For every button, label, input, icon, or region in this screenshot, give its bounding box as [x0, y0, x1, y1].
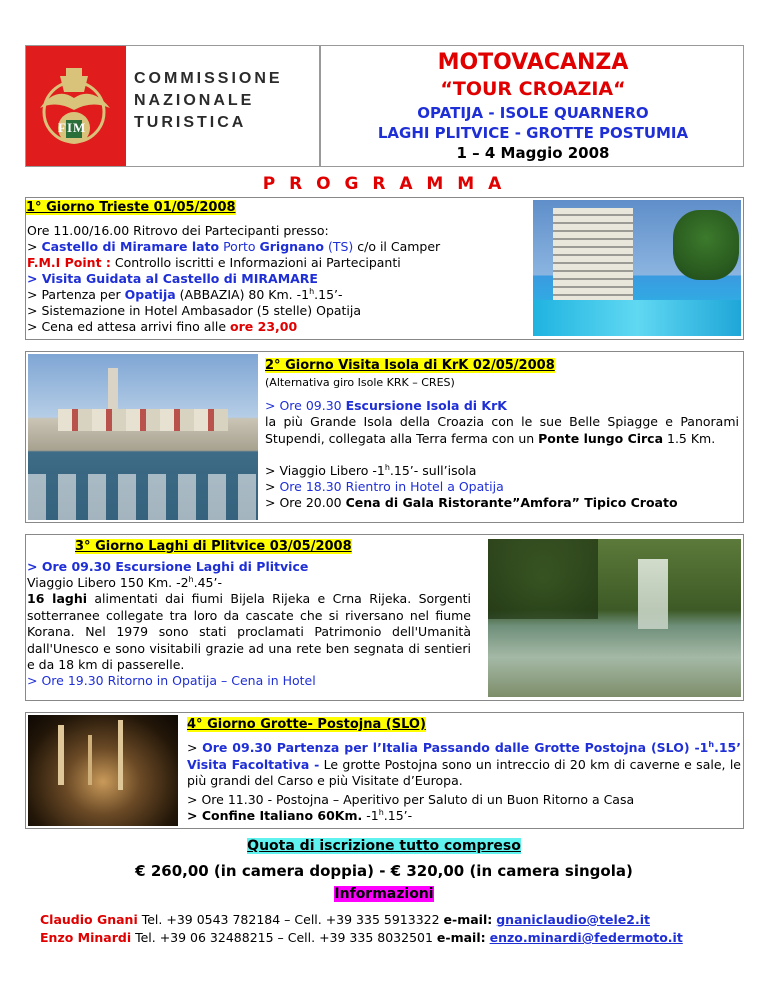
event-dates: 1 – 4 Maggio 2008 — [456, 144, 610, 162]
day1-line-7: > Cena ed attesa arrivi fino alle ore 23,00 — [27, 319, 298, 334]
day4-description: > Ore 09.30 Partenza per l’Italia Passando dalle Grotte Postojna (SLO) -1$^h$.15’ Visita Facoltativa - Le grotte Postojna sono un intreccio di 20 km di caverne e sale, le più grandi del Carso e più Visitate d’Europa. — [187, 739, 741, 788]
contact-name: Claudio Gnani — [40, 912, 138, 927]
header-logo-box — [25, 45, 320, 167]
contact-row-2: Enzo Minardi Tel. +39 06 32488215 – Cell. +39 335 8032501 e-mail: enzo.minardi@federmoto.it — [40, 930, 683, 945]
quota-heading: Quota di iscrizione tutto compreso — [247, 838, 521, 854]
info-heading: Informazioni — [334, 886, 434, 902]
day3-line-3: > Ore 19.30 Ritorno in Opatija – Cena in Hotel — [27, 673, 316, 688]
day1-section — [25, 197, 744, 340]
day2-alternative: (Alternativa giro Isole KRK – CRES) — [265, 376, 455, 389]
day3-line-1: > Ore 09.30 Escursione Laghi di Plitvice — [27, 559, 309, 574]
logo-line-1: COMMISSIONE — [134, 70, 283, 87]
day4-heading: 4° Giorno Grotte- Postojna (SLO) — [187, 717, 426, 732]
day1-line-6: > Sistemazione in Hotel Ambasador (5 stelle) Opatija — [27, 303, 362, 318]
krk-photo — [28, 354, 258, 520]
day1-line-4: > Visita Guidata al Castello di MIRAMARE — [27, 271, 318, 286]
day1-heading: 1° Giorno Trieste 01/05/2008 — [26, 200, 236, 215]
day2-description: la più Grande Isola della Croazia con le sue Belle Spiagge e Panorami Stupendi, collegata alla Terra ferma con un Ponte lungo Circa 1.5 Km. — [265, 414, 739, 446]
contact-name: Enzo Minardi — [40, 930, 132, 945]
programma-heading: P R O G R A M M A — [262, 174, 506, 194]
day1-line-5: > Partenza per Opatija (ABBAZIA) 80 Km. -1$^h$.15’- — [27, 286, 343, 302]
day4-section — [25, 712, 744, 829]
day1-line-3: F.M.I Point : Controllo iscritti e Informazioni ai Partecipanti — [27, 255, 401, 270]
hotel-photo — [533, 200, 741, 336]
fim-emblem-icon — [26, 46, 126, 166]
day2-line-2: > Viaggio Libero -1$^h$.15’- sull’isola — [265, 462, 477, 478]
day4-line-3: > Confine Italiano 60Km. -1$^h$.15’- — [187, 807, 413, 823]
contact-row-1: Claudio Gnani Tel. +39 0543 782184 – Cell. +39 335 5913322 e-mail: gnaniclaudio@tele2.it — [40, 912, 650, 927]
logo-line-3: TURISTICA — [134, 114, 247, 131]
day1-line-1: Ore 11.00/16.00 Ritrovo dei Partecipanti presso: — [27, 223, 329, 238]
day2-line-4: > Ore 20.00 Cena di Gala Ristorante”Amfora” Tipico Croato — [265, 495, 678, 510]
day1-line-2: > Castello di Miramare lato Porto Grignano (TS) c/o il Camper — [27, 239, 441, 254]
email-link-gnani[interactable]: gnaniclaudio@tele2.it — [496, 912, 650, 927]
header-title-box — [320, 45, 744, 167]
fim-logo — [26, 46, 126, 166]
day3-heading: 3° Giorno Laghi di Plitvice 03/05/2008 — [75, 539, 352, 554]
postojna-photo — [28, 715, 178, 826]
email-link-minardi[interactable]: enzo.minardi@federmoto.it — [489, 930, 683, 945]
day2-line-1: > Ore 09.30 Escursione Isola di KrK — [265, 398, 507, 413]
route-line-2: LAGHI PLITVICE - GROTTE POSTUMIA — [377, 124, 689, 142]
fim-emblem-text: FIM — [58, 120, 87, 135]
quota-price: € 260,00 (in camera doppia) - € 320,00 (in camera singola) — [135, 862, 633, 880]
logo-line-2: NAZIONALE — [134, 92, 255, 109]
page-title: MOTOVACANZA — [437, 50, 629, 75]
day4-line-2: > Ore 11.30 - Postojna – Aperitivo per Saluto di un Buon Ritorno a Casa — [187, 792, 635, 807]
day2-heading: 2° Giorno Visita Isola di KrK 02/05/2008 — [265, 358, 555, 373]
day2-line-3: > Ore 18.30 Rientro in Hotel a Opatija — [265, 479, 504, 494]
day3-section — [25, 534, 744, 701]
day2-section — [25, 351, 744, 523]
day3-description: 16 laghi alimentati dai fiumi Bijela Rijeka e Crna Rijeka. Sorgenti sotterranee collegate tra loro da cascate che si riversano nel fiume Korana. Nel 1979 sono stati proclamati Patrimonio dell'Umanità dall'Unesco e sono visitabili grazie ad una rete ben segnata di sentieri e da 18 km di passerelle. — [27, 591, 471, 672]
day3-line-2: Viaggio Libero 150 Km. -2$^h$.45’- — [27, 574, 222, 590]
page-subtitle: “TOUR CROAZIA“ — [440, 78, 626, 100]
plitvice-photo — [488, 539, 741, 697]
route-line-1: OPATIJA - ISOLE QUARNERO — [417, 104, 649, 122]
